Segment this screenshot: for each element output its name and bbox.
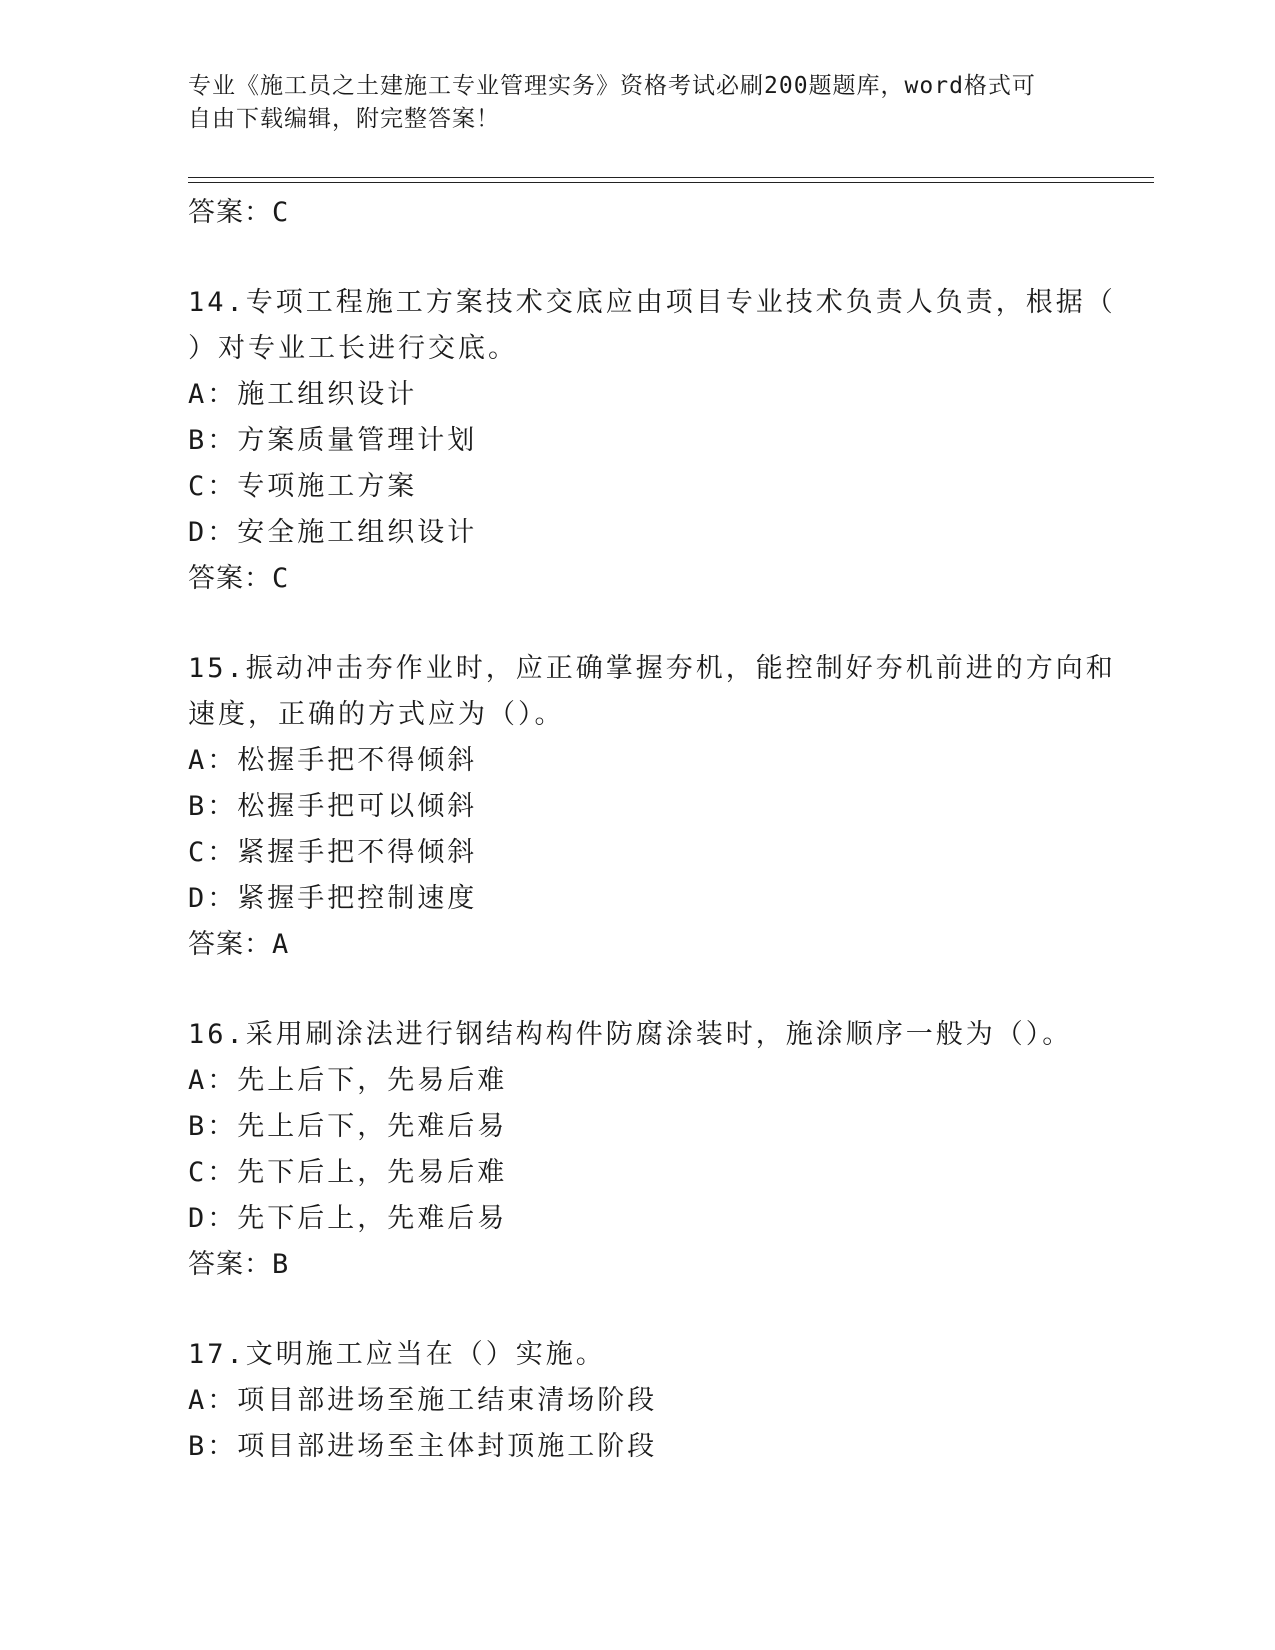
question-stem-line: 14.专项工程施工方案技术交底应由项目专业技术负责人负责，根据（ — [188, 287, 1116, 318]
spacer — [188, 236, 1088, 280]
question-stem-line: 速度，正确的方式应为（）。 — [188, 699, 565, 730]
option-b: B：项目部进场至主体封顶施工阶段 — [188, 1431, 658, 1462]
question-stem-line: 15.振动冲击夯作业时，应正确掌握夯机，能控制好夯机前进的方向和 — [188, 653, 1116, 684]
spacer — [188, 1288, 1088, 1332]
option-d: D：紧握手把控制速度 — [188, 883, 478, 914]
previous-answer: 答案：C — [188, 197, 290, 228]
option-b: B：先上后下，先难后易 — [188, 1111, 508, 1142]
option-b: B：松握手把可以倾斜 — [188, 791, 478, 822]
option-c: C：先下后上，先易后难 — [188, 1157, 508, 1188]
option-c: C：紧握手把不得倾斜 — [188, 837, 478, 868]
answer-line: 答案：C — [188, 563, 290, 594]
question-block — [188, 280, 1116, 602]
header-rule-bottom — [188, 182, 1154, 183]
answer-line: 答案：A — [188, 929, 290, 960]
option-a: A：项目部进场至施工结束清场阶段 — [188, 1385, 658, 1416]
option-a: A：施工组织设计 — [188, 379, 418, 410]
option-d: D：安全施工组织设计 — [188, 517, 478, 548]
option-a: A：松握手把不得倾斜 — [188, 745, 478, 776]
question-stem-line: 16.采用刷涂法进行钢结构构件防腐涂装时，施涂顺序一般为（）。 — [188, 1019, 1073, 1050]
question-stem-line: ）对专业工长进行交底。 — [188, 333, 518, 364]
header-line-2: 自由下载编辑，附完整答案！ — [188, 106, 500, 132]
option-c: C：专项施工方案 — [188, 471, 418, 502]
spacer — [188, 602, 1088, 646]
option-b: B：方案质量管理计划 — [188, 425, 478, 456]
page-header — [188, 70, 1068, 136]
question-stem-line: 17.文明施工应当在（）实施。 — [188, 1339, 606, 1370]
option-d: D：先下后上，先难后易 — [188, 1203, 508, 1234]
option-a: A：先上后下，先易后难 — [188, 1065, 508, 1096]
question-block — [188, 1012, 1088, 1288]
spacer — [188, 968, 1088, 1012]
question-block — [188, 646, 1116, 968]
header-line-1: 专业《施工员之土建施工专业管理实务》资格考试必刷200题题库，word格式可 — [188, 73, 1036, 99]
question-list — [188, 190, 1116, 1470]
answer-line: 答案：B — [188, 1249, 290, 1280]
header-rule-top — [188, 177, 1154, 178]
question-block — [188, 1332, 1088, 1470]
